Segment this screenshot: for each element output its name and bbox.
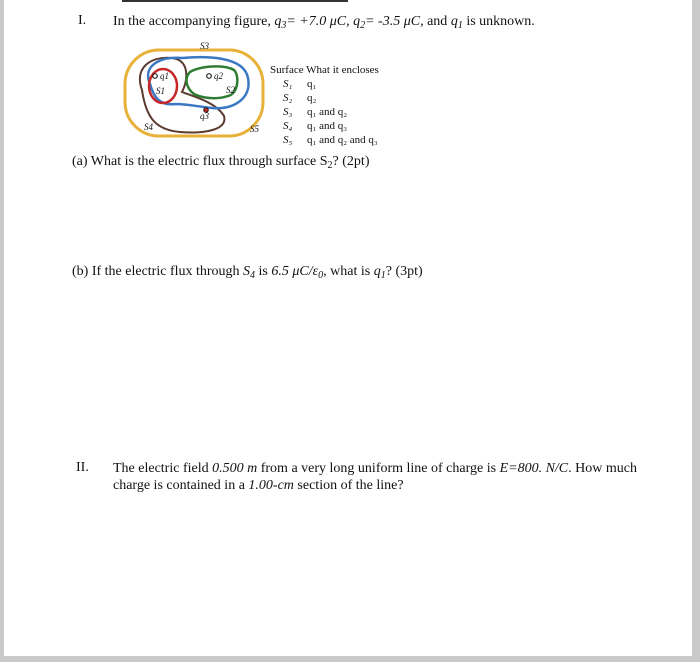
charge-q2-icon (207, 74, 212, 79)
intro-q1-sub: 1 (457, 20, 463, 31)
surface-table-header: Surface What it encloses (270, 64, 379, 76)
intro-pre: In the accompanying figure, (113, 14, 275, 29)
part-a-question (72, 153, 369, 174)
surface-table-row (270, 77, 400, 91)
part-b-question (72, 263, 423, 284)
problem-2-line-2 (113, 477, 633, 494)
label-q2: q2 (214, 71, 223, 81)
label-s3: S3 (200, 41, 209, 51)
surface-table-row (270, 133, 400, 147)
problem-1-intro (113, 13, 535, 34)
part-b-post: , what is (323, 264, 374, 279)
p2-l2-end: section of the line? (293, 478, 404, 493)
label-s2: S2 (226, 85, 235, 95)
encloses-cell: q₂ (307, 92, 317, 104)
intro-end: is unknown. (462, 14, 535, 29)
problem-1-number: I. (78, 13, 87, 28)
label-q3: q3 (200, 111, 209, 121)
surface-cell: S₁ (283, 78, 293, 90)
problem-2-line-1 (113, 460, 637, 477)
intro-q3: q (274, 14, 282, 29)
part-b-mid: is (255, 264, 272, 279)
p2-l1-dist: 0.500 m (212, 461, 258, 476)
encloses-cell: q₁ and q₂ (307, 106, 348, 118)
surface-cell: S₅ (283, 134, 293, 146)
intro-q3-val: = +7.0 (286, 14, 327, 29)
surface-cell: S₃ (283, 106, 293, 118)
part-b-val: 6.5 μC/ε (271, 264, 319, 279)
surface-table-row (270, 91, 400, 105)
surface-s3-outline (148, 57, 248, 108)
encloses-cell: q₁ and q₃ (307, 120, 348, 132)
encloses-cell: q₁ and q₂ and q₃ (307, 134, 378, 146)
intro-unit2: μC, (403, 14, 424, 29)
surface-table-row (270, 105, 400, 119)
top-rule (122, 0, 348, 2)
label-s4: S4 (144, 122, 153, 132)
p2-l1-field: E=800. N/C (499, 461, 569, 476)
part-b-q-sub: 1 (380, 270, 386, 281)
intro-q1: q (450, 14, 458, 29)
intro-unit1: μC, (329, 14, 354, 29)
charge-q1-icon (153, 74, 158, 79)
intro-q2: q (353, 14, 361, 29)
part-b-s-sub: 4 (250, 270, 256, 281)
part-a-end: ? (2pt) (332, 154, 370, 169)
p2-l1-pre: The electric field (113, 461, 213, 476)
intro-q2-val: = -3.5 (365, 14, 401, 29)
part-b-pre: (b) If the electric flux through (72, 264, 244, 279)
part-b-end: ? (3pt) (385, 264, 423, 279)
part-a-sub: 2 (327, 160, 333, 171)
label-s5: S5 (250, 124, 259, 134)
label-q1: q1 (160, 71, 169, 81)
gaussian-surfaces-figure (120, 38, 270, 144)
surface-cell: S₄ (283, 120, 293, 132)
surface-table (270, 63, 400, 147)
surface-table-row (270, 119, 400, 133)
encloses-cell: q₁ (307, 78, 317, 90)
intro-q3-sub: 3 (281, 20, 287, 31)
part-b-s: S (243, 264, 251, 279)
p2-l2-len: 1.00-cm (248, 478, 294, 493)
problem-2-text (113, 460, 637, 494)
worksheet-page (4, 0, 692, 656)
p2-l2-pre: charge is contained in a (113, 478, 249, 493)
label-s1: S1 (156, 86, 165, 96)
p2-l1-end: . How much (568, 461, 637, 476)
problem-2-number: II. (76, 460, 89, 475)
surface-cell: S₂ (283, 92, 293, 104)
intro-and: and (423, 14, 451, 29)
part-b-val-sub: 0 (318, 270, 324, 281)
part-b-q: q (373, 264, 381, 279)
intro-q2-sub: 2 (360, 20, 366, 31)
p2-l1-mid: from a very long uniform line of charge is (257, 461, 500, 476)
part-a-text: (a) What is the electric flux through surface S (72, 154, 328, 169)
